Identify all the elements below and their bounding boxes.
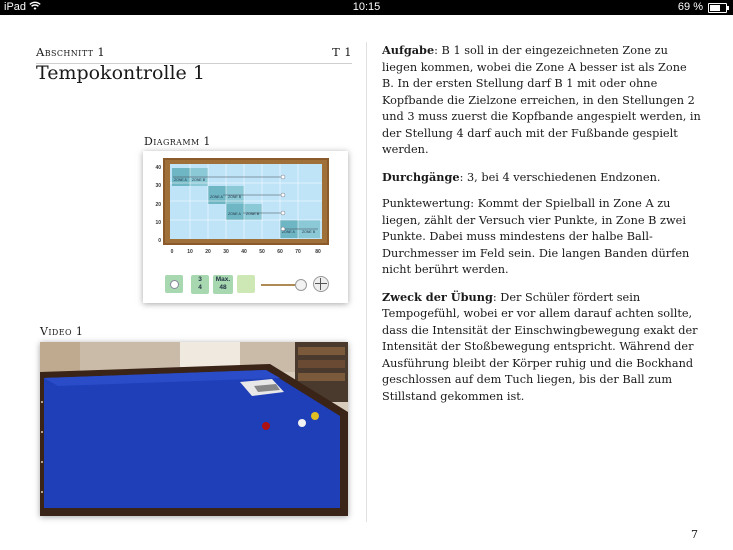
- zone-label: ZONE A: [282, 230, 295, 234]
- battery-icon: [708, 3, 727, 13]
- counter-top: 3: [198, 276, 202, 283]
- status-bar: [0, 0, 733, 15]
- y-tick: 10: [155, 220, 161, 226]
- durchgaenge-text: : 3, bei 4 verschiedenen Endzonen.: [459, 170, 661, 184]
- aufgabe-label: Aufgabe: [382, 43, 435, 57]
- video-player[interactable]: [40, 342, 348, 516]
- billiard-table-photo: [40, 342, 348, 516]
- speed-slider[interactable]: [261, 284, 295, 286]
- section-label: Abschnitt 1: [36, 45, 106, 59]
- page-title: Tempokontrolle 1: [36, 62, 205, 84]
- durchgaenge-paragraph: [382, 169, 702, 187]
- exercise-description: [382, 42, 702, 415]
- y-tick: 20: [155, 202, 161, 208]
- mini-table-button[interactable]: [237, 275, 255, 293]
- ball-toggle-button[interactable]: [165, 275, 183, 293]
- battery-percent: 69 %: [677, 1, 703, 13]
- counter-button[interactable]: [191, 275, 209, 294]
- page-number: 7: [691, 528, 698, 541]
- aufgabe-paragraph: [382, 42, 702, 159]
- x-tick: 0: [170, 249, 174, 255]
- max-label: Max.: [215, 276, 231, 283]
- x-tick: 40: [241, 249, 247, 255]
- zone-label: ZONE B: [192, 178, 206, 182]
- zone-label: ZONE B: [228, 195, 242, 199]
- x-tick: 20: [205, 249, 211, 255]
- zone-label: ZONE A: [174, 178, 187, 182]
- x-tick: 60: [277, 249, 283, 255]
- zweck-label: Zweck der Übung: [382, 289, 493, 304]
- cue-ball-icon[interactable]: [295, 279, 307, 291]
- x-tick: 70: [295, 249, 301, 255]
- y-tick: 40: [155, 165, 161, 171]
- device-name: iPad: [4, 1, 27, 13]
- crosshair-icon[interactable]: [313, 276, 329, 292]
- x-tick: 30: [223, 249, 229, 255]
- zweck-text: : Der Schüler fördert sein Tempogefühl, wobei er vor allem darauf achten sollte, dass die Intensität der Einschwingbewegung exakt der Intensität der Stoßbewegung entspricht. Während der Ausführung bleibt der Körper ruhig und die Bockhand geschlossen auf dem Tuch liegen, bis der Ball zum Stillstand gekommen ist.: [382, 290, 698, 403]
- diagram-caption: Diagramm 1: [144, 135, 211, 148]
- y-tick: 30: [155, 183, 161, 189]
- x-tick: 10: [187, 249, 193, 255]
- zone-label: ZONE A: [210, 195, 223, 199]
- x-tick: 80: [315, 249, 321, 255]
- clock: 10:15: [352, 1, 381, 13]
- section-header: [36, 45, 352, 59]
- diagram-widget[interactable]: [143, 151, 348, 303]
- ball-icon: [170, 280, 179, 289]
- zweck-paragraph: [382, 289, 702, 406]
- max-value: 48: [219, 284, 227, 291]
- max-button[interactable]: [213, 275, 233, 294]
- section-code: T 1: [332, 45, 352, 59]
- zone-label: ZONE B: [246, 212, 260, 216]
- aufgabe-text: : B 1 soll in der eingezeichneten Zone zu liegen kommen, wobei die Zone A besser ist als Zone B. In der ersten Stellung darf B 1 mit oder ohne Kopfbande die Zielzone erreichen, in den Stellungen 2 und 3 muss zuerst die Kopfbande angespielt werden, in der Stellung 4 darf auch mit der Fußbande gespielt werden.: [382, 44, 701, 156]
- zone-label: ZONE B: [302, 230, 316, 234]
- durchgaenge-label: Durchgänge: [382, 169, 460, 184]
- x-tick: 50: [259, 249, 265, 255]
- column-divider: [366, 42, 367, 522]
- punkte-paragraph: Punktewertung: Kommt der Spielball in Zone A zu liegen, zählt der Versuch vier Punkte, in Zone B zwei Punkte. Dabei muss mindestens der halbe Ball-Durchmesser im Feld sein. Die langen Banden dürfen nicht berührt werden.: [382, 197, 690, 276]
- video-caption: Video 1: [40, 325, 84, 338]
- zone-label: ZONE A: [228, 212, 241, 216]
- y-tick: 0: [158, 238, 161, 244]
- counter-bottom: 4: [198, 284, 202, 291]
